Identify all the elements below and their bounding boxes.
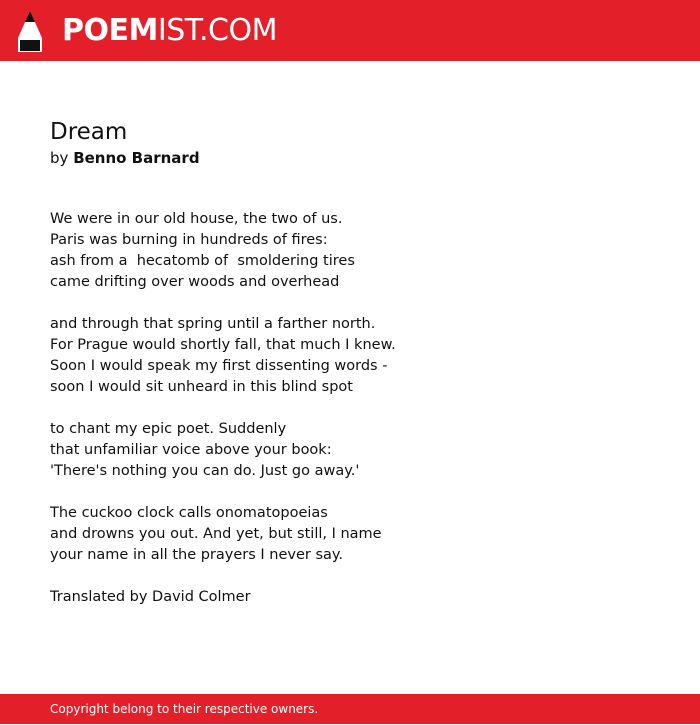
poem-content xyxy=(50,116,650,608)
site-logo-link[interactable] xyxy=(18,10,277,52)
site-logo-text xyxy=(62,10,277,52)
stanza xyxy=(50,419,650,482)
poem-line: to chant my epic poet. Suddenly xyxy=(50,421,287,437)
poem-line: For Prague would shortly fall, that much I knew. xyxy=(50,337,396,353)
author-link[interactable]: Benno Barnard xyxy=(73,149,200,167)
poem-line: soon I would sit unheard in this blind spot xyxy=(50,379,353,395)
byline-prefix: by xyxy=(50,149,69,167)
poem-line: and drowns you out. And yet, but still, I name xyxy=(50,526,382,542)
poem-line: The cuckoo clock calls onomatopoeias xyxy=(50,505,328,521)
logo-light-text: IST.COM xyxy=(157,13,277,48)
stanza xyxy=(50,209,650,293)
translator-credit: Translated by David Colmer xyxy=(50,589,251,605)
poem-line: 'There's nothing you can do. Just go away.' xyxy=(50,463,360,479)
poem-line: came drifting over woods and overhead xyxy=(50,274,340,290)
poem-byline xyxy=(50,147,650,169)
poem-body xyxy=(50,209,650,608)
poem-line: We were in our old house, the two of us. xyxy=(50,211,343,227)
stanza xyxy=(50,503,650,566)
site-footer xyxy=(0,694,700,724)
logo-bold-text: POEM xyxy=(62,13,158,48)
poem-line: ash from a hecatomb of smoldering tires xyxy=(50,253,355,269)
poem-line: that unfamiliar voice above your book: xyxy=(50,442,332,458)
stanza xyxy=(50,314,650,398)
poem-line: Paris was burning in hundreds of fires: xyxy=(50,232,328,248)
poem-line: and through that spring until a farther north. xyxy=(50,316,376,332)
poem-line: your name in all the prayers I never say. xyxy=(50,547,344,563)
pencil-logo-icon xyxy=(18,10,42,52)
copyright-text: Copyright belong to their respective owners. xyxy=(50,702,319,716)
poem-title: Dream xyxy=(50,119,128,145)
poem-line: Soon I would speak my first dissenting words - xyxy=(50,358,388,374)
site-header xyxy=(0,0,700,61)
